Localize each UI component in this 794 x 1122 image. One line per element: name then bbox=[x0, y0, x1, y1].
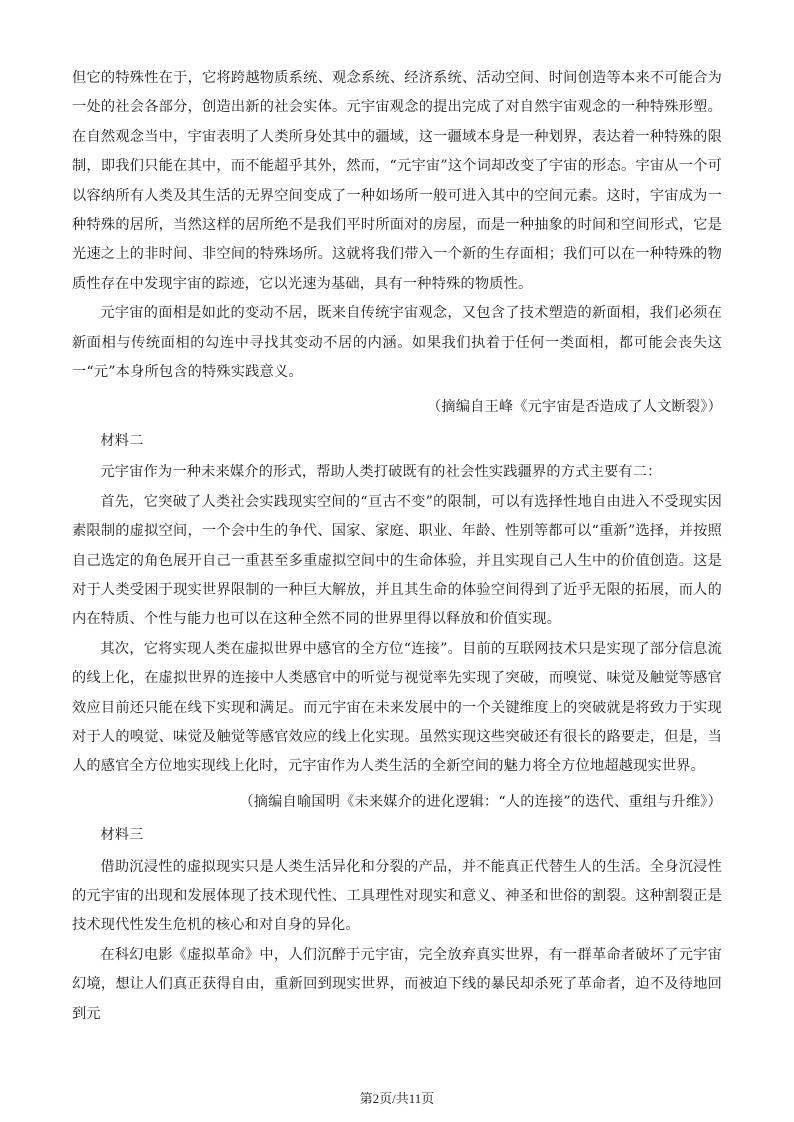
source-citation: （摘编自王峰《元宇宙是否造成了人文断裂》） bbox=[426, 399, 722, 416]
source-citation: （摘编自喻国明《未来媒介的进化逻辑：“人的连接”的迭代、重组与升维》） bbox=[239, 793, 722, 810]
body-paragraph: 元宇宙的面相是如此的变动不居，既来自传统宇宙观念，又包含了技术塑造的新面相，我们必须在新面相与传统面相的勾连中寻找其变动不居的内涵。如果我们执着于任何一类面相，都可能会丧失这一“元”本身所包含的特殊实践意义。 bbox=[72, 305, 722, 381]
section-heading: 材料二 bbox=[100, 432, 144, 449]
body-paragraph: 首先，它突破了人类社会实践现实空间的“亘古不变”的限制，可以有选择性地自由进入不受现实因素限制的虚拟空间，一个会中生的争代、国家、家庭、职业、年龄、性别等都可以“重新”选择，并按照自己选定的角色展开自己一重甚至多重虚拟空间中的生命体验，并且实现自己人生中的价值创造。这是对于人类受困于现实世界限制的一种巨大解放，并且其生命的体验空间得到了近乎无限的拓展，而人的内在特质、个性与能力也可以在这种全然不同的世界里得以释放和价值实现。 bbox=[72, 493, 722, 628]
body-paragraph: 其次，它将实现人类在虚拟世界中感官的全方位“连接”。目前的互联网技术只是实现了部分信息流的线上化，在虚拟世界的连接中人类感官中的听觉与视觉率先实现了突破，而嗅觉、味觉及触觉等感官效应目前还只能在线下实现和满足。而元宇宙在未来发展中的一个关键维度上的突破就是将致力于实现对于人的嗅觉、味觉及触觉等感官效应的线上化实现。虽然实现这些突破还有很长的路要走，但是，当人的感官全方位地实现线上化时，元宇宙作为人类生活的全新空间的魅力将全方位地超越现实世界。 bbox=[72, 640, 722, 775]
section-heading: 材料三 bbox=[100, 827, 144, 844]
body-paragraph: 元宇宙作为一种未来媒介的形式，帮助人类打破既有的社会性实践疆界的方式主要有二： bbox=[100, 464, 662, 481]
page-footer: 第2页/共11页 bbox=[359, 1091, 435, 1106]
body-paragraph: 借助沉浸性的虚拟现实只是人类生活异化和分裂的产品，并不能真正代替生人的生活。全身沉浸性的元宇宙的出现和发展体现了技术现代性、工具理性对现实和意义、神圣和世俗的割裂。这种割裂正是技术现代性发生危机的核心和对自身的异化。 bbox=[72, 858, 722, 934]
body-paragraph: 但它的特殊性在于，它将跨越物质系统、观念系统、经济系统、活动空间、时间创造等本来不可能合为一处的社会各部分，创造出新的社会实体。元宇宙观念的提出完成了对自然宇宙观念的一种特殊形塑。在自然观念当中，宇宙表明了人类所身处其中的疆域，这一疆域本身是一种划界，表达着一种特殊的限制，即我们只能在其中，而不能超乎其外，然而，“元宇宙”这个词却改变了宇宙的形态。宇宙从一个可以容纳所有人类及其生活的无界空间变成了一种如场所一般可进入其中的空间元素。这时，宇宙成为一种特殊的居所，当然这样的居所绝不是我们平时所面对的房屋，而是一种抽象的时间和空间形式，它是光速之上的非时间、非空间的特殊场所。这就将我们带入一个新的生存面相；我们可以在一种特殊的物质性存在中发现宇宙的踪迹，它以光速为基础，具有一种特殊的物质性。 bbox=[72, 70, 722, 292]
body-paragraph: 在科幻电影《虚拟革命》中，人们沉醉于元宇宙，完全放弃真实世界，有一群革命者破坏了元宇宙幻境，想让人们真正获得自由，重新回到现实世界，而被迫下线的暴民却杀死了革命者，迫不及待地回到元 bbox=[72, 946, 722, 1022]
document-body bbox=[72, 64, 722, 1029]
